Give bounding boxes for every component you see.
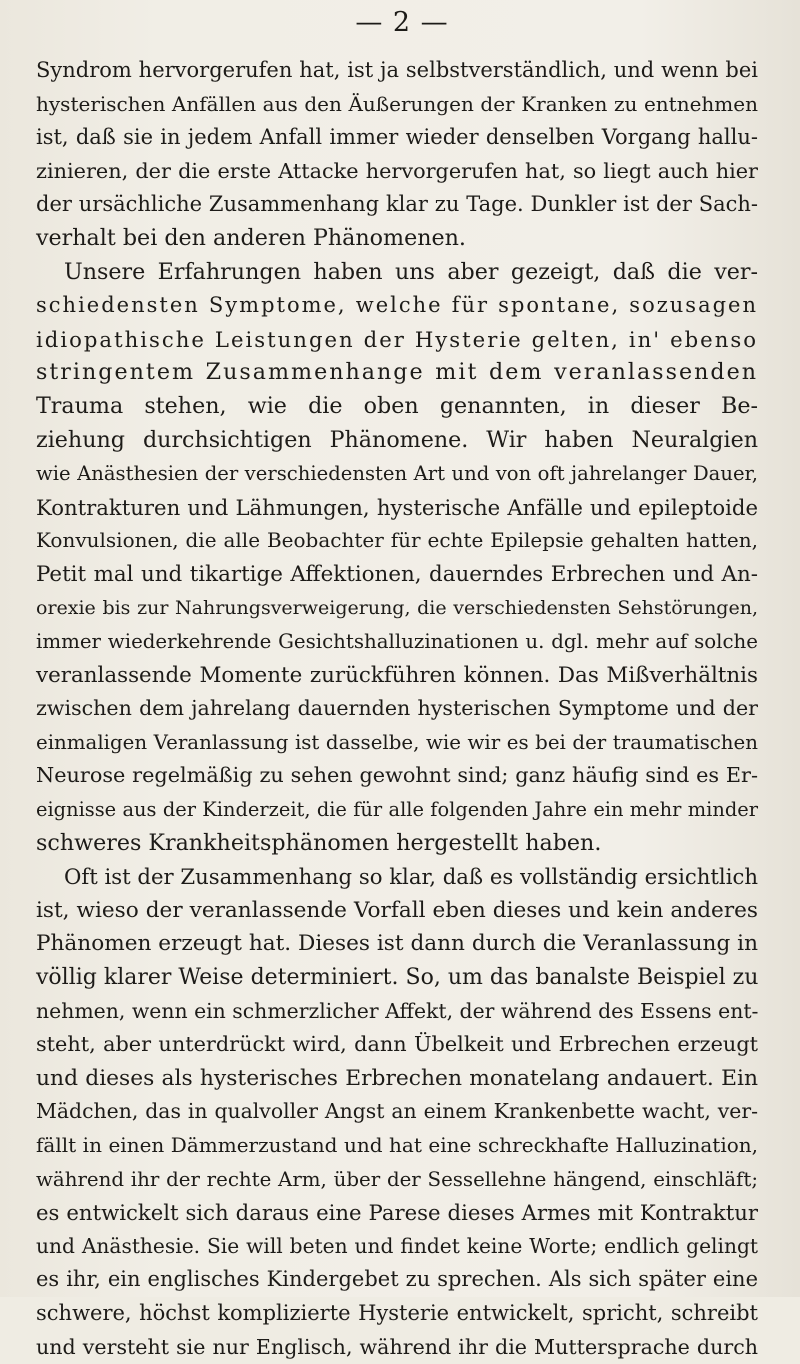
text-line: schiedensten Symptome, welche für spontane, sozusagen <box>36 293 758 318</box>
text-line: ist, wieso der veranlassende Vorfall eben dieses und kein anderes <box>36 897 758 923</box>
body-text <box>36 54 758 1364</box>
text-line: Oft ist der Zusammenhang so klar, daß es vollständig ersichtlich <box>64 864 758 890</box>
text-line: während ihr der rechte Arm, über der Sessellehne hängend, einschläft; <box>36 1167 758 1191</box>
text-line: ziehung durchsichtigen Phänomene. Wir haben Neuralgien <box>36 426 758 453</box>
text-line: und Anästhesie. Sie will beten und findet keine Worte; endlich gelingt <box>36 1233 758 1258</box>
text-line: steht, aber unterdrückt wird, dann Übelkeit und Erbrechen erzeugt <box>36 1032 758 1057</box>
text-line: Trauma stehen, wie die oben genannten, in dieser Be- <box>36 392 758 419</box>
text-line: zinieren, der die erste Attacke hervorgerufen hat, so liegt auch hier <box>36 158 758 183</box>
text-line: zwischen dem jahrelang dauernden hysterischen Symptome und der <box>36 696 758 721</box>
text-line: Neurose regelmäßig zu sehen gewohnt sind; ganz häufig sind es Er- <box>36 763 758 788</box>
text-line: orexie bis zur Nahrungsverweigerung, die verschiedensten Sehstörungen, <box>36 596 758 619</box>
text-line: völlig klarer Weise determiniert. So, um das banalste Beispiel zu <box>36 965 759 991</box>
page-number: — 2 — <box>355 7 449 38</box>
text-line: es ihr, ein englisches Kindergebet zu sprechen. Als sich später eine <box>36 1267 758 1292</box>
text-line: hysterischen Anfällen aus den Äußerungen der Kranken zu entnehmen <box>36 91 758 116</box>
text-line: verhalt bei den anderen Phänomenen. <box>36 224 466 251</box>
text-line: veranlassende Momente zurückführen können. Das Mißverhältnis <box>36 662 758 688</box>
text-line: Syndrom hervorgerufen hat, ist ja selbstverständlich, und wenn bei <box>36 58 758 82</box>
text-line: Phänomen erzeugt hat. Dieses ist dann durch die Veranlassung in <box>36 931 758 957</box>
text-line: der ursächliche Zusammenhang klar zu Tage. Dunkler ist der Sach- <box>36 192 758 217</box>
text-line: Mädchen, das in qualvoller Angst an einem Krankenbette wacht, ver- <box>36 1099 758 1124</box>
text-line: es entwickelt sich daraus eine Parese dieses Armes mit Kontraktur <box>36 1200 758 1226</box>
text-line: Kontrakturen und Lähmungen, hysterische Anfälle und epileptoide <box>36 494 758 520</box>
text-line: und versteht sie nur Englisch, während ihr die Muttersprache durch <box>36 1334 758 1359</box>
text-line: immer wiederkehrende Gesichtshalluzinationen u. dgl. mehr auf solche <box>36 630 758 654</box>
text-line: Petit mal und tikartige Affektionen, dauerndes Erbrechen und An- <box>36 561 758 587</box>
text-line: nehmen, wenn ein schmerzlicher Affekt, der während des Essens ent- <box>36 998 759 1023</box>
text-line: einmaligen Veranlassung ist dasselbe, wie wir es bei der traumatischen <box>36 730 758 754</box>
text-line: ist, daß sie in jedem Anfall immer wieder denselben Vorgang hallu- <box>36 125 758 150</box>
text-line: schwere, höchst komplizierte Hysterie entwickelt, spricht, schreibt <box>36 1300 758 1325</box>
text-line: fällt in einen Dämmerzustand und hat eine schreckhafte Halluzination, <box>36 1133 758 1157</box>
text-line: wie Anästhesien der verschiedensten Art und von oft jahrelanger Dauer, <box>36 462 758 486</box>
text-line: schweres Krankheitsphänomen hergestellt haben. <box>36 829 602 856</box>
text-line: Unsere Erfahrungen haben uns aber gezeigt, daß die ver- <box>64 258 758 285</box>
text-line: Konvulsionen, die alle Beobachter für echte Epilepsie gehalten hatten, <box>36 528 758 553</box>
text-line: stringentem Zusammenhange mit dem veranlassenden <box>36 359 758 386</box>
text-line: idiopathische Leistungen der Hysterie gelten, in' ebenso <box>36 326 758 352</box>
text-line: eignisse aus der Kinderzeit, die für alle folgenden Jahre ein mehr minder <box>36 798 758 822</box>
text-line: und dieses als hysterisches Erbrechen monatelang andauert. Ein <box>36 1065 758 1091</box>
